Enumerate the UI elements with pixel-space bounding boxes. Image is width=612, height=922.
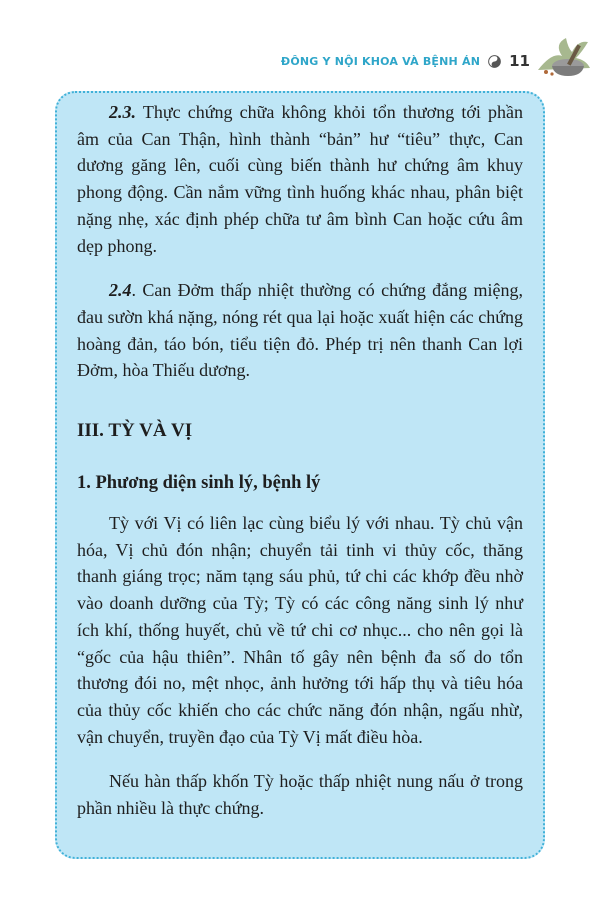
paragraph-2-4 <box>77 277 523 384</box>
paragraph-2-3 <box>77 99 523 259</box>
item-number-2-3: 2.3. <box>109 102 136 122</box>
running-header <box>281 48 574 74</box>
yin-yang-icon <box>488 55 501 68</box>
item-number-2-4: 2.4 <box>109 280 132 301</box>
paragraph-damp: Nếu hàn thấp khốn Tỳ hoặc thấp nhiệt nung nấu ở trong phần nhiều là thực chứng. <box>77 771 523 819</box>
section-heading: III. TỲ VÀ VỊ <box>77 420 193 442</box>
paragraph-physiology: Tỳ với Vị có liên lạc cùng biểu lý với nhau. Tỳ chủ vận hóa, Vị chủ đón nhận; chuyển tải tinh vi thủy cốc, thăng thanh giáng trọc; năm tạng sáu phủ, tứ chi các khớp đều nhờ vào doanh dưỡng của Tỳ; Tỳ có các công năng sinh lý như ích khí, thống huyết, chủ về tứ chi cơ nhục... cho nên gọi là “gốc của hậu thiên”. Nhân tố gây nên bệnh đa số do tổn thương đói no, mệt nhọc, ảnh hưởng tới hấp thụ và tiêu hóa của thủy cốc khiến cho các chức năng đón nhận, ngấu nhừ, vận chuyển, truyền đạo của Tỳ Vị mất điều hòa. <box>77 513 523 747</box>
subsection-heading: 1. Phương diện sinh lý, bệnh lý <box>77 473 321 494</box>
content-box <box>55 91 545 859</box>
paragraph-2-3-text: Thực chứng chữa không khỏi tổn thương tới phần âm của Can Thận, hình thành “bản” hư “tiêu” thực, Can dương găng lên, cuối cùng biến thành hư chứng âm khuy phong động. Cần nắm vững tình huống khác nhau, phân biệt nặng nhẹ, xác định phép chữa tư âm bình Can hoặc cứu âm dẹp phong. <box>77 102 523 256</box>
running-title: ĐÔNG Y NỘI KHOA VÀ BỆNH ÁN <box>280 54 481 68</box>
page-number: 11 <box>509 52 530 70</box>
paragraph-2-4-text: . Can Đởm thấp nhiệt thường có chứng đắng miệng, đau sườn khá nặng, nóng rét qua lại hoặc xuất hiện các chứng hoàng đản, táo bón, tiểu tiện đỏ. Phép trị nên thanh Can lợi Đởm, hòa Thiếu dương. <box>77 280 523 381</box>
herb-mortar-icon <box>532 30 592 78</box>
